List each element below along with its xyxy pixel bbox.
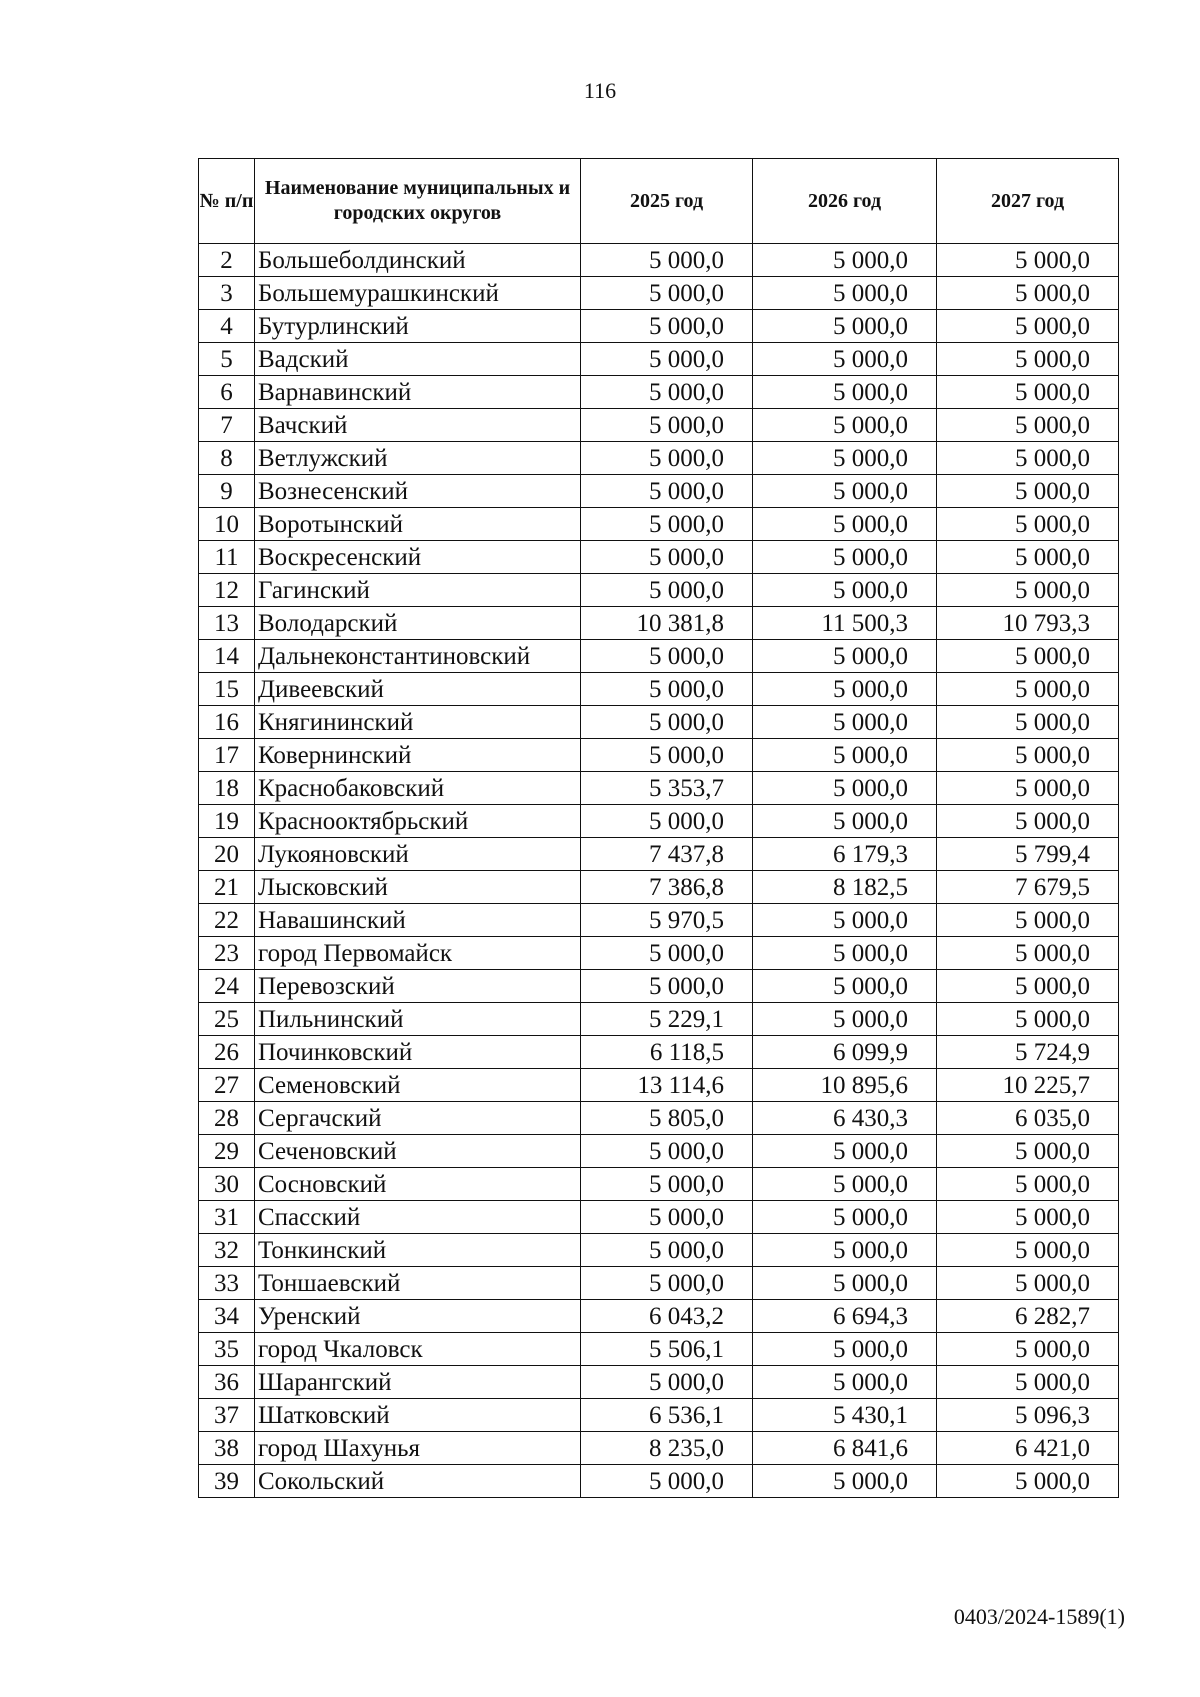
district-name: Большеболдинский (255, 244, 581, 277)
table-row (199, 277, 1119, 310)
row-number: 6 (199, 376, 255, 409)
value-2025: 5 000,0 (581, 541, 753, 574)
document-id: 0403/2024-1589(1) (953, 1604, 1125, 1629)
value-2027: 10 225,7 (937, 1069, 1119, 1102)
value-2026: 8 182,5 (753, 871, 937, 904)
district-name: Шарангский (255, 1366, 581, 1399)
value-2027: 5 000,0 (937, 805, 1119, 838)
row-number: 7 (199, 409, 255, 442)
value-2027: 5 000,0 (937, 1234, 1119, 1267)
value-2026: 5 000,0 (753, 541, 937, 574)
table-row (199, 1201, 1119, 1234)
table-header-row (199, 159, 1119, 244)
row-number: 35 (199, 1333, 255, 1366)
value-2025: 5 000,0 (581, 1465, 753, 1498)
value-2027: 5 000,0 (937, 904, 1119, 937)
value-2026: 6 179,3 (753, 838, 937, 871)
district-name: Дивеевский (255, 673, 581, 706)
value-2026: 6 694,3 (753, 1300, 937, 1333)
district-name: Вознесенский (255, 475, 581, 508)
value-2026: 5 000,0 (753, 574, 937, 607)
row-number: 37 (199, 1399, 255, 1432)
value-2026: 5 000,0 (753, 970, 937, 1003)
value-2027: 5 096,3 (937, 1399, 1119, 1432)
row-number: 22 (199, 904, 255, 937)
value-2026: 5 000,0 (753, 640, 937, 673)
district-name: Уренский (255, 1300, 581, 1333)
row-number: 10 (199, 508, 255, 541)
row-number: 19 (199, 805, 255, 838)
value-2027: 5 000,0 (937, 739, 1119, 772)
district-name: Перевозский (255, 970, 581, 1003)
value-2025: 5 000,0 (581, 574, 753, 607)
row-number: 36 (199, 1366, 255, 1399)
value-2026: 6 099,9 (753, 1036, 937, 1069)
row-number: 14 (199, 640, 255, 673)
value-2026: 5 000,0 (753, 673, 937, 706)
value-2025: 5 506,1 (581, 1333, 753, 1366)
row-number: 33 (199, 1267, 255, 1300)
row-number: 17 (199, 739, 255, 772)
value-2025: 5 000,0 (581, 640, 753, 673)
value-2025: 5 000,0 (581, 739, 753, 772)
value-2027: 5 000,0 (937, 1168, 1119, 1201)
district-name: Ветлужский (255, 442, 581, 475)
row-number: 30 (199, 1168, 255, 1201)
value-2026: 5 000,0 (753, 409, 937, 442)
table-row (199, 475, 1119, 508)
table-row (199, 673, 1119, 706)
value-2025: 5 000,0 (581, 937, 753, 970)
value-2026: 5 000,0 (753, 739, 937, 772)
value-2026: 5 000,0 (753, 772, 937, 805)
table-row (199, 1399, 1119, 1432)
district-name: Сокольский (255, 1465, 581, 1498)
value-2025: 5 000,0 (581, 244, 753, 277)
value-2025: 5 970,5 (581, 904, 753, 937)
value-2027: 5 000,0 (937, 970, 1119, 1003)
value-2027: 5 000,0 (937, 475, 1119, 508)
table-row (199, 1135, 1119, 1168)
value-2025: 5 000,0 (581, 343, 753, 376)
value-2026: 5 000,0 (753, 805, 937, 838)
value-2025: 5 000,0 (581, 409, 753, 442)
row-number: 28 (199, 1102, 255, 1135)
row-number: 34 (199, 1300, 255, 1333)
header-2025: 2025 год (581, 159, 753, 244)
table-row (199, 1267, 1119, 1300)
value-2026: 5 000,0 (753, 1333, 937, 1366)
table-row (199, 706, 1119, 739)
district-name: Сосновский (255, 1168, 581, 1201)
table-row (199, 970, 1119, 1003)
value-2025: 6 536,1 (581, 1399, 753, 1432)
row-number: 11 (199, 541, 255, 574)
table-row (199, 409, 1119, 442)
district-name: Починковский (255, 1036, 581, 1069)
row-number: 16 (199, 706, 255, 739)
table-row (199, 310, 1119, 343)
value-2026: 5 000,0 (753, 343, 937, 376)
value-2026: 5 000,0 (753, 277, 937, 310)
district-name: Тоншаевский (255, 1267, 581, 1300)
table-row (199, 1333, 1119, 1366)
row-number: 39 (199, 1465, 255, 1498)
row-number: 2 (199, 244, 255, 277)
value-2027: 5 000,0 (937, 409, 1119, 442)
value-2027: 5 000,0 (937, 937, 1119, 970)
value-2025: 5 000,0 (581, 673, 753, 706)
table-row (199, 838, 1119, 871)
table-row (199, 343, 1119, 376)
value-2027: 5 799,4 (937, 838, 1119, 871)
table-row (199, 937, 1119, 970)
district-name: Пильнинский (255, 1003, 581, 1036)
value-2025: 5 000,0 (581, 475, 753, 508)
district-name: город Чкаловск (255, 1333, 581, 1366)
value-2027: 5 000,0 (937, 442, 1119, 475)
value-2027: 7 679,5 (937, 871, 1119, 904)
table-row (199, 1366, 1119, 1399)
row-number: 18 (199, 772, 255, 805)
table-body (199, 244, 1119, 1498)
district-name: Лысковский (255, 871, 581, 904)
value-2026: 5 000,0 (753, 1366, 937, 1399)
value-2025: 5 000,0 (581, 508, 753, 541)
value-2025: 5 000,0 (581, 376, 753, 409)
district-name: Ковернинский (255, 739, 581, 772)
page-number: 116 (583, 78, 617, 103)
value-2027: 5 000,0 (937, 574, 1119, 607)
value-2027: 5 000,0 (937, 541, 1119, 574)
district-name: Варнавинский (255, 376, 581, 409)
table-row (199, 508, 1119, 541)
table-row (199, 1168, 1119, 1201)
row-number: 3 (199, 277, 255, 310)
value-2025: 10 381,8 (581, 607, 753, 640)
value-2026: 5 000,0 (753, 1168, 937, 1201)
value-2027: 5 000,0 (937, 310, 1119, 343)
header-name: Наименование муниципальных и городских округов (255, 159, 581, 244)
row-number: 24 (199, 970, 255, 1003)
value-2027: 5 724,9 (937, 1036, 1119, 1069)
value-2027: 5 000,0 (937, 343, 1119, 376)
value-2026: 5 430,1 (753, 1399, 937, 1432)
table-row (199, 805, 1119, 838)
district-name: Тонкинский (255, 1234, 581, 1267)
district-name: Дальнеконстантиновский (255, 640, 581, 673)
value-2025: 5 805,0 (581, 1102, 753, 1135)
table-row (199, 574, 1119, 607)
row-number: 27 (199, 1069, 255, 1102)
table-row (199, 1465, 1119, 1498)
budget-table (198, 158, 1119, 1498)
table-row (199, 904, 1119, 937)
value-2025: 5 000,0 (581, 1267, 753, 1300)
value-2027: 5 000,0 (937, 673, 1119, 706)
value-2025: 5 353,7 (581, 772, 753, 805)
value-2025: 5 000,0 (581, 1201, 753, 1234)
district-name: Вадский (255, 343, 581, 376)
district-name: Большемурашкинский (255, 277, 581, 310)
row-number: 8 (199, 442, 255, 475)
value-2026: 5 000,0 (753, 1465, 937, 1498)
value-2025: 5 000,0 (581, 805, 753, 838)
row-number: 31 (199, 1201, 255, 1234)
row-number: 26 (199, 1036, 255, 1069)
district-name: Володарский (255, 607, 581, 640)
district-name: город Первомайск (255, 937, 581, 970)
table-row (199, 1300, 1119, 1333)
value-2026: 5 000,0 (753, 1267, 937, 1300)
row-number: 23 (199, 937, 255, 970)
row-number: 12 (199, 574, 255, 607)
table-row (199, 1102, 1119, 1135)
table-row (199, 871, 1119, 904)
value-2027: 5 000,0 (937, 1267, 1119, 1300)
value-2027: 5 000,0 (937, 1201, 1119, 1234)
row-number: 38 (199, 1432, 255, 1465)
district-name: Навашинский (255, 904, 581, 937)
value-2027: 5 000,0 (937, 277, 1119, 310)
value-2026: 10 895,6 (753, 1069, 937, 1102)
value-2025: 6 118,5 (581, 1036, 753, 1069)
table-row (199, 1036, 1119, 1069)
value-2027: 5 000,0 (937, 706, 1119, 739)
value-2026: 11 500,3 (753, 607, 937, 640)
table-row (199, 1003, 1119, 1036)
value-2026: 5 000,0 (753, 1003, 937, 1036)
value-2026: 6 841,6 (753, 1432, 937, 1465)
value-2027: 10 793,3 (937, 607, 1119, 640)
value-2027: 5 000,0 (937, 640, 1119, 673)
value-2025: 5 000,0 (581, 1366, 753, 1399)
value-2026: 5 000,0 (753, 1234, 937, 1267)
district-name: Гагинский (255, 574, 581, 607)
table-row (199, 607, 1119, 640)
district-name: город Шахунья (255, 1432, 581, 1465)
table-row (199, 1069, 1119, 1102)
value-2025: 7 386,8 (581, 871, 753, 904)
value-2026: 5 000,0 (753, 508, 937, 541)
value-2026: 5 000,0 (753, 310, 937, 343)
row-number: 13 (199, 607, 255, 640)
value-2026: 5 000,0 (753, 376, 937, 409)
value-2027: 5 000,0 (937, 1003, 1119, 1036)
district-name: Княгининский (255, 706, 581, 739)
district-name: Сергачский (255, 1102, 581, 1135)
value-2025: 5 000,0 (581, 970, 753, 1003)
value-2026: 5 000,0 (753, 904, 937, 937)
value-2025: 5 000,0 (581, 277, 753, 310)
value-2026: 5 000,0 (753, 1201, 937, 1234)
value-2026: 5 000,0 (753, 244, 937, 277)
value-2027: 5 000,0 (937, 244, 1119, 277)
district-name: Краснооктябрьский (255, 805, 581, 838)
value-2027: 5 000,0 (937, 1465, 1119, 1498)
header-2027: 2027 год (937, 159, 1119, 244)
value-2026: 5 000,0 (753, 475, 937, 508)
district-name: Спасский (255, 1201, 581, 1234)
table-row (199, 772, 1119, 805)
value-2025: 5 000,0 (581, 1135, 753, 1168)
row-number: 21 (199, 871, 255, 904)
value-2027: 5 000,0 (937, 1135, 1119, 1168)
value-2026: 5 000,0 (753, 1135, 937, 1168)
value-2026: 5 000,0 (753, 706, 937, 739)
value-2025: 7 437,8 (581, 838, 753, 871)
table-row (199, 1234, 1119, 1267)
row-number: 29 (199, 1135, 255, 1168)
district-name: Бутурлинский (255, 310, 581, 343)
value-2025: 5 000,0 (581, 706, 753, 739)
value-2027: 5 000,0 (937, 772, 1119, 805)
district-name: Воскресенский (255, 541, 581, 574)
row-number: 5 (199, 343, 255, 376)
value-2025: 5 229,1 (581, 1003, 753, 1036)
value-2027: 6 035,0 (937, 1102, 1119, 1135)
district-name: Семеновский (255, 1069, 581, 1102)
table-row (199, 1432, 1119, 1465)
value-2026: 6 430,3 (753, 1102, 937, 1135)
value-2025: 5 000,0 (581, 310, 753, 343)
district-name: Воротынский (255, 508, 581, 541)
value-2027: 6 282,7 (937, 1300, 1119, 1333)
row-number: 25 (199, 1003, 255, 1036)
row-number: 32 (199, 1234, 255, 1267)
value-2027: 5 000,0 (937, 508, 1119, 541)
district-name: Вачский (255, 409, 581, 442)
value-2025: 8 235,0 (581, 1432, 753, 1465)
table-row (199, 640, 1119, 673)
value-2027: 5 000,0 (937, 1366, 1119, 1399)
value-2025: 13 114,6 (581, 1069, 753, 1102)
district-name: Краснобаковский (255, 772, 581, 805)
header-2026: 2026 год (753, 159, 937, 244)
value-2025: 5 000,0 (581, 1168, 753, 1201)
district-name: Шатковский (255, 1399, 581, 1432)
header-num: № п/п (199, 159, 255, 244)
value-2025: 5 000,0 (581, 442, 753, 475)
value-2026: 5 000,0 (753, 442, 937, 475)
table-row (199, 739, 1119, 772)
table-row (199, 244, 1119, 277)
value-2027: 6 421,0 (937, 1432, 1119, 1465)
table-row (199, 442, 1119, 475)
table-row (199, 541, 1119, 574)
value-2026: 5 000,0 (753, 937, 937, 970)
table-row (199, 376, 1119, 409)
value-2025: 6 043,2 (581, 1300, 753, 1333)
row-number: 15 (199, 673, 255, 706)
row-number: 20 (199, 838, 255, 871)
row-number: 4 (199, 310, 255, 343)
value-2027: 5 000,0 (937, 1333, 1119, 1366)
value-2025: 5 000,0 (581, 1234, 753, 1267)
value-2027: 5 000,0 (937, 376, 1119, 409)
row-number: 9 (199, 475, 255, 508)
district-name: Сеченовский (255, 1135, 581, 1168)
district-name: Лукояновский (255, 838, 581, 871)
